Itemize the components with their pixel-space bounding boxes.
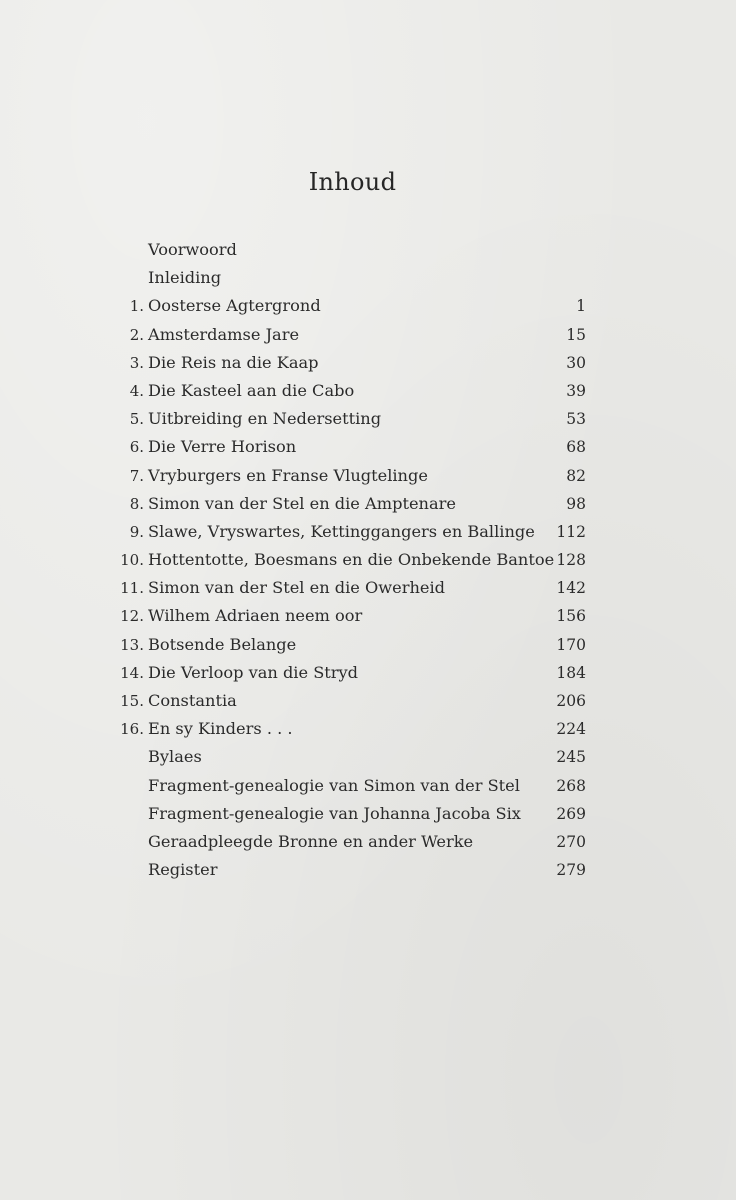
toc-entry-page: 30 [566, 353, 586, 372]
toc-entry-page: 39 [566, 381, 586, 400]
toc-entry-title: Die Reis na die Kaap [148, 352, 319, 372]
toc-entry-chapter-15 [0, 687, 736, 715]
toc-entry-number: 10. [120, 551, 144, 570]
toc-entry-page: 270 [556, 832, 586, 851]
toc-entry-page: 156 [556, 607, 586, 626]
toc-entry-chapter-12 [0, 602, 736, 630]
toc-entry-page: 184 [556, 663, 586, 682]
toc-entry-genealogie-johanna [0, 800, 736, 828]
toc-entry-page: 142 [556, 579, 586, 598]
toc-entry-title: Simon van der Stel en die Amptenare [148, 493, 456, 513]
toc-entry-chapter-16 [0, 715, 736, 743]
toc-entry-title: Hottentotte, Boesmans en die Onbekende Bantoe [148, 550, 555, 570]
toc-entry-title: Register [148, 860, 218, 880]
toc-entry-register [0, 856, 736, 884]
toc-entry-page: 68 [566, 438, 586, 457]
toc-entry-bronne [0, 828, 736, 856]
toc-entry-number: 14. [120, 663, 144, 682]
toc-entry-page: 279 [556, 861, 586, 880]
toc-entry-page: 224 [556, 720, 586, 739]
toc-entry-chapter-9 [0, 518, 736, 546]
toc-entry-title: Voorwoord [148, 240, 237, 259]
toc-entry-title: Wilhem Adriaen neem oor [148, 606, 363, 626]
toc-entry-title: Die Kasteel aan die Cabo [148, 380, 355, 400]
toc-entry-title: Amsterdamse Jare [148, 324, 300, 344]
toc-entry-genealogie-simon [0, 772, 736, 800]
toc-entry-page: 82 [566, 466, 586, 485]
toc-entry-title: Inleiding [148, 268, 222, 288]
toc-entry-title: En sy Kinders . . . [148, 719, 293, 739]
page-title: Inhoud [308, 168, 397, 196]
toc-entry-number: 7. [129, 466, 144, 485]
toc-entry-number: 5. [129, 410, 144, 429]
toc-entry-title: Vryburgers en Franse Vlugtelinge [148, 465, 428, 485]
toc-entry-chapter-3 [0, 349, 736, 377]
toc-entry-title: Die Verloop van die Stryd [148, 662, 359, 682]
toc-entry-page: 245 [556, 748, 586, 767]
toc-entry-number: 3. [129, 353, 144, 372]
toc-entry-chapter-1 [0, 292, 736, 320]
toc-entry-inleiding [0, 264, 736, 292]
toc-entry-number: 16. [120, 720, 144, 739]
toc-entry-title: Simon van der Stel en die Owerheid [148, 578, 446, 598]
toc-entry-title: Bylaes [148, 747, 202, 767]
toc-entry-page: 268 [556, 776, 586, 795]
toc-entry-number: 11. [120, 579, 144, 598]
toc-entry-title: Geraadpleegde Bronne en ander Werke [148, 831, 474, 851]
toc-entry-voorwoord [0, 236, 736, 264]
toc-entry-chapter-13 [0, 631, 736, 659]
toc-entry-number: 1. [129, 297, 144, 316]
toc-entry-page: 15 [566, 325, 586, 344]
toc-entry-title: Fragment-genealogie van Simon van der Stel [148, 775, 520, 795]
toc-entry-page: 53 [566, 410, 586, 429]
toc-entry-chapter-4 [0, 377, 736, 405]
toc-entry-chapter-6 [0, 433, 736, 461]
toc-entry-title: Oosterse Agtergrond [148, 296, 321, 316]
toc-entry-number: 12. [120, 607, 144, 626]
toc-entry-chapter-8 [0, 490, 736, 518]
toc-entry-chapter-2 [0, 321, 736, 349]
toc-entry-chapter-7 [0, 462, 736, 490]
toc-entry-number: 4. [129, 381, 144, 400]
toc-entry-bylaes [0, 743, 736, 771]
toc-entry-title: Slawe, Vryswartes, Kettinggangers en Ballinge [148, 521, 535, 541]
toc-entry-title: Botsende Belange [148, 634, 297, 654]
table-of-contents [0, 236, 736, 884]
toc-entry-page: 128 [556, 551, 586, 570]
toc-entry-chapter-10 [0, 546, 736, 574]
toc-entry-page: 206 [556, 692, 586, 710]
toc-entry-number: 9. [129, 522, 144, 541]
toc-entry-page: 98 [566, 494, 586, 513]
toc-entry-page: 269 [556, 804, 586, 823]
toc-entry-number: 2. [129, 325, 144, 344]
toc-entry-chapter-14 [0, 659, 736, 687]
toc-entry-chapter-5 [0, 405, 736, 433]
toc-entry-page: 170 [556, 635, 586, 654]
toc-entry-chapter-11 [0, 574, 736, 602]
toc-entry-title: Constantia [148, 691, 237, 710]
toc-entry-page: 1 [576, 297, 586, 316]
toc-entry-title: Die Verre Horison [148, 437, 297, 457]
toc-entry-number: 13. [120, 635, 144, 654]
toc-entry-number: 15. [120, 692, 144, 710]
toc-entry-number: 8. [129, 494, 144, 513]
toc-entry-title: Uitbreiding en Nedersetting [148, 409, 382, 429]
toc-entry-number: 6. [129, 438, 144, 457]
toc-entry-title: Fragment-genealogie van Johanna Jacoba Six [148, 803, 521, 823]
toc-entry-page: 112 [556, 522, 586, 541]
